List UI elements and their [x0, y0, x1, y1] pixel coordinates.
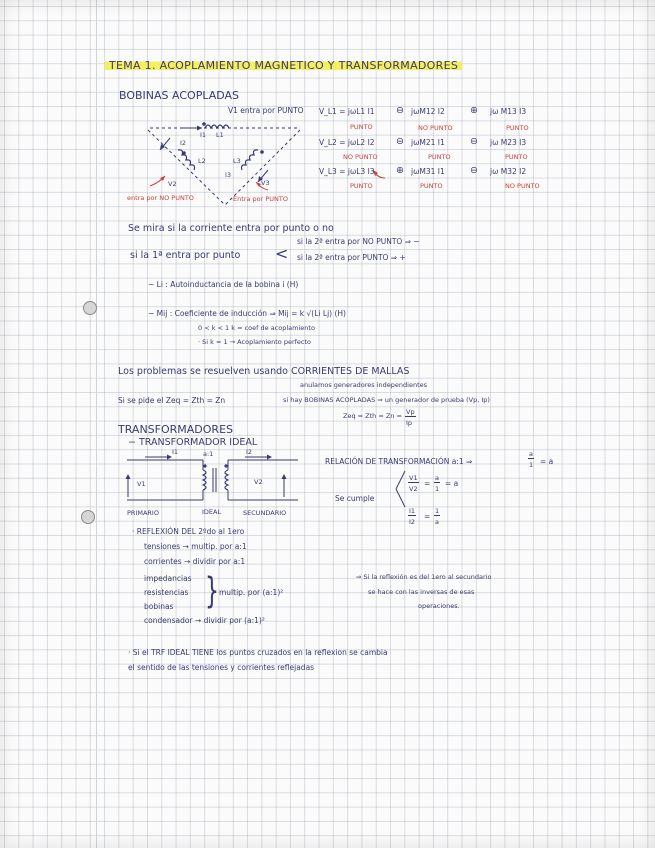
label-v3: V3 [261, 179, 270, 187]
label-v2: V2 [168, 180, 177, 188]
eq2-term2: jωM21 I1 [411, 138, 445, 147]
tr-label-primario: PRIMARIO [127, 509, 159, 517]
eq-i-ratio-den: I2 [409, 518, 416, 526]
reflexion-impedancias: impedancias [144, 574, 192, 583]
eq-i-ratio-num: I1 [409, 507, 416, 515]
reflexion-resistencias: resistencias [144, 588, 189, 597]
reflexion-condensador: condensador → dividir por (a:1)² [144, 616, 265, 625]
cruzados-line2: el sentido de las tensiones y corrientes reflejadas [128, 663, 315, 672]
rule-si-la-1: si la 1ª entra por punto [130, 250, 241, 261]
relacion-tail: = a [540, 457, 554, 466]
problemas-zeq-lead: Si se pide el Zeq = Zth = Zn [118, 396, 226, 405]
tr-label-ideal: IDEAL [202, 508, 222, 516]
eq-v-equals: = [424, 479, 431, 488]
eq3-note2: PUNTO [420, 182, 443, 190]
rule-k-one: · Si k = 1 → Acoplamiento perfecto [198, 338, 312, 346]
eq2-note3: PUNTO [505, 153, 528, 161]
brace-less-than: < [275, 244, 289, 263]
relacion-transformacion: RELACIÓN DE TRANSFORMACIÓN a:1 ⇒ [325, 457, 473, 466]
eq-v-frac-den: 1 [435, 485, 440, 493]
label-l2: L2 [198, 157, 206, 165]
tr-label-v1: V1 [137, 480, 146, 488]
reflexion-note1: ⇒ Si la reflexión es del 1ero al secundario [356, 573, 492, 581]
relacion-frac-num: a [529, 450, 533, 458]
eq-v-ratio-den: V2 [409, 485, 418, 493]
problemas-anular: anulamos generadores independientes [300, 381, 428, 389]
eq1-term2: jωM12 I2 [411, 107, 445, 116]
relacion-frac-den: 1 [529, 461, 534, 469]
rule-k-range: 0 < k < 1 k = coef de acoplamiento [198, 324, 315, 332]
brace-right: } [205, 572, 219, 613]
tr-label-secundario: SECUNDARIO [243, 509, 287, 517]
eq-v-frac-num: a [435, 474, 439, 482]
tr-label-i2: I2 [246, 448, 253, 456]
transformador-ideal-heading: − TRANSFORMADOR IDEAL [128, 437, 258, 448]
eq1-note2: NO PUNTO [418, 124, 453, 132]
se-cumple: Se cumple [335, 494, 375, 503]
eq3-note1: PUNTO [350, 182, 373, 190]
eq1-op2: ⊕ [470, 105, 478, 116]
eq3-op2: ⊖ [470, 165, 478, 176]
eq3-term2: jωM31 I1 [411, 167, 445, 176]
rule-li-def: − Li : Autoinductancia de la bobina i (H) [148, 280, 299, 289]
eq3-note3: NO PUNTO [505, 182, 540, 190]
tr-label-i1: I1 [172, 448, 179, 456]
label-i3: I3 [225, 171, 232, 179]
eq-v-ratio-num: V1 [409, 474, 418, 482]
eq2-lhs: V_L2 = jωL2 I2 [319, 138, 375, 147]
reflexion-note3: operaciones. [418, 602, 460, 610]
eq1-lhs: V_L1 = jωL1 I1 [319, 107, 375, 116]
reflexion-tensiones: tensiones → multip. por a:1 [144, 542, 247, 551]
reflexion-bobinas: bobinas [144, 602, 174, 611]
page-title: TEMA 1. ACOPLAMIENTO MAGNETICO Y TRANSFORMADORES [105, 60, 462, 71]
tr-label-v2: V2 [254, 478, 263, 486]
note-entra-punto: Entra por PUNTO [233, 195, 288, 203]
tr-label-ratio: a:1 [203, 450, 214, 458]
eq-i-frac-den: a [435, 518, 439, 526]
rule-mij-def: − Mij : Coeficiente de inducción ⇒ Mij = k √(Li Lj) (H) [148, 309, 346, 318]
eq2-note1: NO PUNTO [343, 153, 378, 161]
section-transformadores-heading: TRANSFORMADORES [118, 423, 234, 436]
eq2-op2: ⊖ [470, 136, 478, 147]
section-bobinas-heading: BOBINAS ACOPLADAS [119, 89, 240, 102]
eq-i-frac-num: 1 [435, 507, 440, 515]
eq1-note1: PUNTO [350, 123, 373, 131]
reflexion-note2: se hace con las inversas de esas [368, 588, 475, 596]
reflexion-corrientes: corrientes → dividir por a:1 [144, 557, 246, 566]
eq1-note3: PUNTO [506, 124, 529, 132]
note-entra-no-punto: entra por NO PUNTO [127, 194, 194, 202]
eq2-term3: jω M23 I3 [490, 138, 527, 147]
label-i1: I1 [200, 131, 207, 139]
zeq-numerator: Vp [406, 408, 415, 416]
label-i2: I2 [180, 139, 187, 147]
v1-note: V1 entra por PUNTO [228, 106, 304, 115]
eq-v-tail: = a [445, 479, 459, 488]
eq3-op1: ⊕ [396, 165, 404, 176]
eq1-term3: jω M13 I3 [490, 107, 527, 116]
cruzados-line1: · Si el TRF IDEAL TIENE los puntos cruzados en la reflexion se cambia [128, 648, 388, 657]
rule-se-mira: Se mira si la corriente entra por punto o no [128, 223, 334, 234]
eq3-term3: jω M32 I2 [490, 167, 527, 176]
eq2-note2: PUNTO [428, 153, 451, 161]
eq3-lhs: V_L3 = jωL3 I3 [319, 167, 375, 176]
problemas-zeq-formula: Zeq = Zth = Zn = [343, 412, 402, 420]
reflexion-heading: · REFLEXIÓN DEL 2ºdo al 1ero [132, 527, 245, 536]
problemas-line1: Los problemas se resuelven usando CORRIENTES DE MALLAS [118, 366, 410, 377]
zeq-denominator: Ip [406, 419, 413, 427]
eq2-op1: ⊖ [396, 136, 404, 147]
label-l3: L3 [233, 157, 241, 165]
problemas-bobinas-case: si hay BOBINAS ACOPLADAS ⇒ un generador de prueba (Vp, Ip) [283, 396, 490, 404]
eq-i-equals: = [424, 512, 431, 521]
rule-case-no-punto: si la 2ª entra por NO PUNTO ⇒ − [297, 237, 420, 246]
rule-case-punto: si la 2ª entra por PUNTO ⇒ + [297, 253, 406, 262]
eq1-op1: ⊖ [396, 105, 404, 116]
label-l1: L1 [216, 131, 224, 139]
reflexion-multip: multip. por (a:1)² [219, 588, 284, 597]
